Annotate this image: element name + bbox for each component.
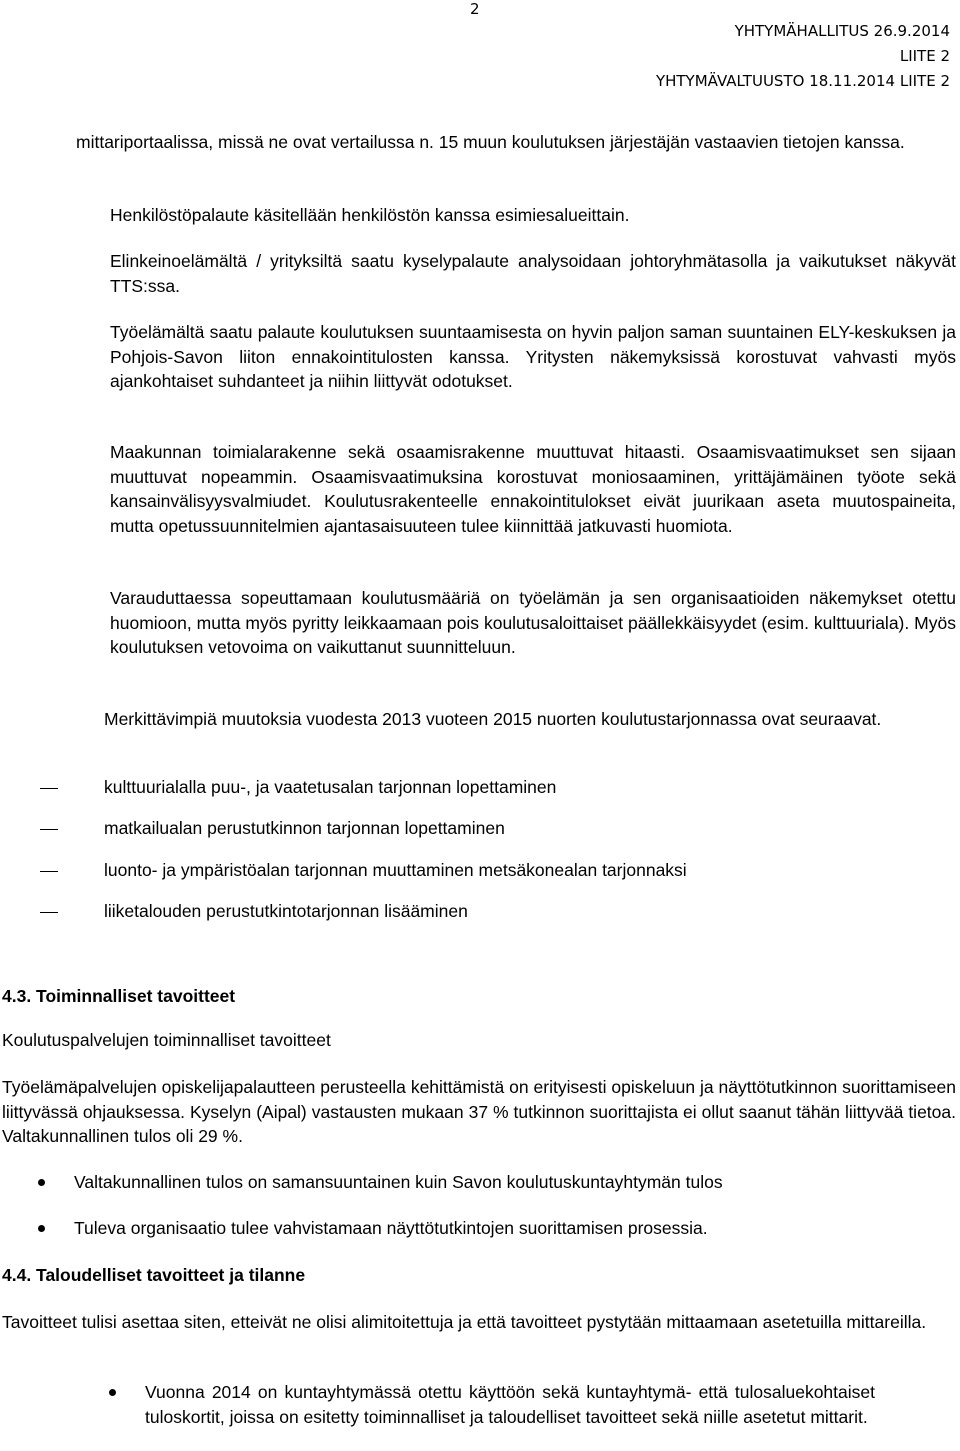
- list-item: Vuonna 2014 on kuntayhtymässä otettu käyttöön sekä kuntayhtymä- että tulosaluekohtaiset tuloskortit, joissa on esitetty toiminnalliset ja taloudelliset tavoitteet sekä niille asetetut mittarit.: [145, 1382, 875, 1427]
- paragraph-varauduttaessa: Varauduttaessa sopeuttamaan koulutusmääriä on työelämän ja sen organisaatioiden näkemykset otettu huomioon, mutta myös pyritty leikkaamaan pois koulutusaloittaiset päällekkäisyydet (esim. kulttuuriala). Myös koulutuksen vetovoima on vaikuttanut suunnitteluun.: [110, 588, 956, 657]
- dash-marker: [40, 871, 58, 872]
- list-item: matkailualan perustutkinnon tarjonnan lopettaminen: [104, 818, 505, 838]
- list-item: Tuleva organisaatio tulee vahvistamaan näyttötutkintojen suorittamisen prosessia.: [74, 1218, 708, 1238]
- paragraph-tavoitteet: Tavoitteet tulisi asettaa siten, etteivät ne olisi alimitoitettuja ja että tavoitteet pystytään mittaamaan asetetuilla mittareilla.: [2, 1312, 927, 1332]
- dash-marker: [40, 788, 58, 789]
- list-item: liiketalouden perustutkintotarjonnan lisääminen: [104, 901, 468, 921]
- paragraph-mittariportaali: mittariportaalissa, missä ne ovat vertailussa n. 15 muun koulutuksen järjestäjän vastaavien tietojen kanssa.: [76, 132, 905, 152]
- header-line-valtuusto: YHTYMÄVALTUUSTO 18.11.2014 LIITE 2: [655, 72, 950, 90]
- paragraph-tyoelamapalvelut: Työelämäpalvelujen opiskelijapalautteen perusteella kehittämistä on erityisesti opiskeluun ja näyttötutkinnon suorittamiseen liittyvässä ohjauksessa. Kyselyn (Aipal) vastausten mukaan 37 % tutkinnon suorittajista ei ollut saanut tähän liittyvää tietoa. Valtakunnallinen tulos oli 29 %.: [2, 1077, 956, 1146]
- paragraph-tyoelama-palaute: Työelämältä saatu palaute koulutuksen suuntaamisesta on hyvin paljon saman suuntainen ELY-keskuksen ja Pohjois-Savon liiton ennakointitulosten kanssa. Yritysten näkemyksissä korostuvat vahvasti myös ajankohtaiset suhdanteet ja niihin liittyvät odotukset.: [110, 322, 956, 391]
- paragraph-henkilostopalaute: Henkilöstöpalaute käsitellään henkilöstön kanssa esimiesalueittain.: [110, 205, 630, 225]
- header-line-liite: LIITE 2: [899, 47, 950, 65]
- bullet-marker: [38, 1225, 45, 1232]
- list-item: kulttuurialalla puu-, ja vaatetusalan tarjonnan lopettaminen: [104, 777, 557, 797]
- list-item: luonto- ja ympäristöalan tarjonnan muuttaminen metsäkonealan tarjonnaksi: [104, 860, 687, 880]
- paragraph-muutokset-intro: Merkittävimpiä muutoksia vuodesta 2013 vuoteen 2015 nuorten koulutustarjonnassa ovat seuraavat.: [104, 709, 882, 729]
- list-item: Valtakunnallinen tulos on samansuuntainen kuin Savon koulutuskuntayhtymän tulos: [74, 1172, 723, 1192]
- bullet-marker: [38, 1179, 45, 1186]
- paragraph-maakunta: Maakunnan toimialarakenne sekä osaamisrakenne muuttuvat hitaasti. Osaamisvaatimukset sen sijaan muuttuvat nopeammin. Osaamisvaatimuksina korostuvat moniosaaminen, yrittäjämäinen työote sekä kansainvälisyysvalmiudet. Koulutusrakenteelle ennakointitulokset eivät juurikaan aseta muutospaineita, mutta opetussuunnitelmien ajantasaisuuteen tulee kiinnittää jatkuvasti huomiota.: [110, 442, 956, 536]
- bullet-marker: [109, 1389, 116, 1396]
- heading-taloudelliset-tavoitteet: 4.4. Taloudelliset tavoitteet ja tilanne: [2, 1265, 306, 1285]
- heading-toiminnalliset-tavoitteet: 4.3. Toiminnalliset tavoitteet: [2, 986, 236, 1006]
- page-number: 2: [470, 0, 480, 18]
- header-line-hallitus: YHTYMÄHALLITUS 26.9.2014: [734, 22, 950, 40]
- dash-marker: [40, 912, 58, 913]
- dash-marker: [40, 829, 58, 830]
- subheading-koulutuspalvelut: Koulutuspalvelujen toiminnalliset tavoitteet: [2, 1030, 331, 1050]
- paragraph-elinkeinoelama: Elinkeinoelämältä / yrityksiltä saatu kyselypalaute analysoidaan johtoryhmätasolla ja vaikutukset näkyvät TTS:ssa.: [110, 251, 956, 296]
